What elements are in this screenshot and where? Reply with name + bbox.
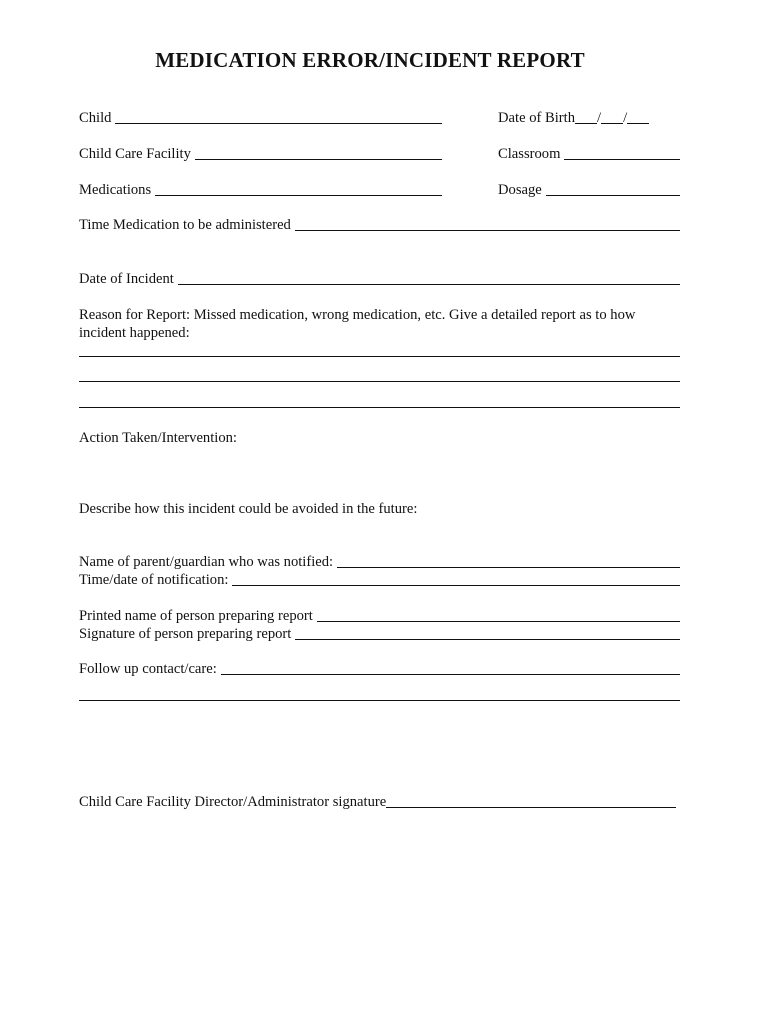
notification-time-label: Time/date of notification:	[79, 572, 229, 588]
action-taken-label: Action Taken/Intervention:	[79, 430, 237, 446]
date-of-incident-input-line[interactable]	[178, 270, 680, 285]
time-medication-input-line[interactable]	[295, 216, 680, 231]
child-field-row	[79, 109, 442, 127]
date-of-incident-label: Date of Incident	[79, 271, 174, 287]
dosage-field-row	[498, 181, 680, 199]
parent-notified-field-row	[79, 553, 680, 571]
follow-up-field-row	[79, 660, 680, 678]
facility-label: Child Care Facility	[79, 146, 191, 162]
follow-up-label: Follow up contact/care:	[79, 661, 217, 677]
facility-field-row	[79, 145, 442, 163]
director-signature-label: Child Care Facility Director/Administrator signature	[79, 794, 387, 810]
classroom-field-row	[498, 145, 680, 163]
dob-separator-2: /	[623, 110, 628, 126]
notification-time-input-line[interactable]	[232, 571, 680, 586]
medications-field-row	[79, 181, 442, 199]
date-of-incident-field-row	[79, 270, 680, 288]
dob-separator-1: /	[597, 110, 602, 126]
child-input-line[interactable]	[115, 109, 442, 124]
dob-year-line[interactable]	[627, 109, 649, 124]
printed-name-field-row	[79, 607, 680, 625]
time-medication-field-row	[79, 216, 680, 234]
dob-day-line[interactable]	[601, 109, 623, 124]
medications-input-line[interactable]	[155, 181, 442, 196]
director-signature-field-row	[79, 793, 676, 811]
dob-label: Date of Birth	[498, 110, 576, 126]
dob-month-line[interactable]	[575, 109, 597, 124]
describe-avoided-label: Describe how this incident could be avoided in the future:	[79, 501, 418, 517]
preparer-signature-field-row	[79, 625, 680, 643]
reason-line-1[interactable]	[79, 356, 680, 357]
director-signature-input-line[interactable]	[386, 793, 676, 808]
medications-label: Medications	[79, 182, 152, 198]
classroom-label: Classroom	[498, 146, 561, 162]
dosage-input-line[interactable]	[546, 181, 680, 196]
reason-for-report-label: Reason for Report: Missed medication, wrong medication, etc. Give a detailed report as to how incident happened:	[79, 307, 636, 341]
preparer-signature-label: Signature of person preparing report	[79, 626, 292, 642]
facility-input-line[interactable]	[195, 145, 442, 160]
reason-line-3[interactable]	[79, 407, 680, 408]
follow-up-input-line[interactable]	[221, 660, 680, 675]
printed-name-label: Printed name of person preparing report	[79, 608, 313, 624]
dosage-label: Dosage	[498, 182, 542, 198]
page-title: MEDICATION ERROR/INCIDENT REPORT	[155, 48, 585, 72]
classroom-input-line[interactable]	[564, 145, 680, 160]
reason-line-2[interactable]	[79, 381, 680, 382]
parent-notified-label: Name of parent/guardian who was notified:	[79, 554, 334, 570]
preparer-signature-input-line[interactable]	[295, 625, 680, 640]
time-medication-label: Time Medication to be administered	[79, 217, 291, 233]
dob-field-row	[498, 109, 649, 127]
parent-notified-input-line[interactable]	[337, 553, 680, 568]
child-label: Child	[79, 110, 112, 126]
follow-up-line-2[interactable]	[79, 700, 680, 701]
printed-name-input-line[interactable]	[317, 607, 680, 622]
notification-time-field-row	[79, 571, 680, 589]
